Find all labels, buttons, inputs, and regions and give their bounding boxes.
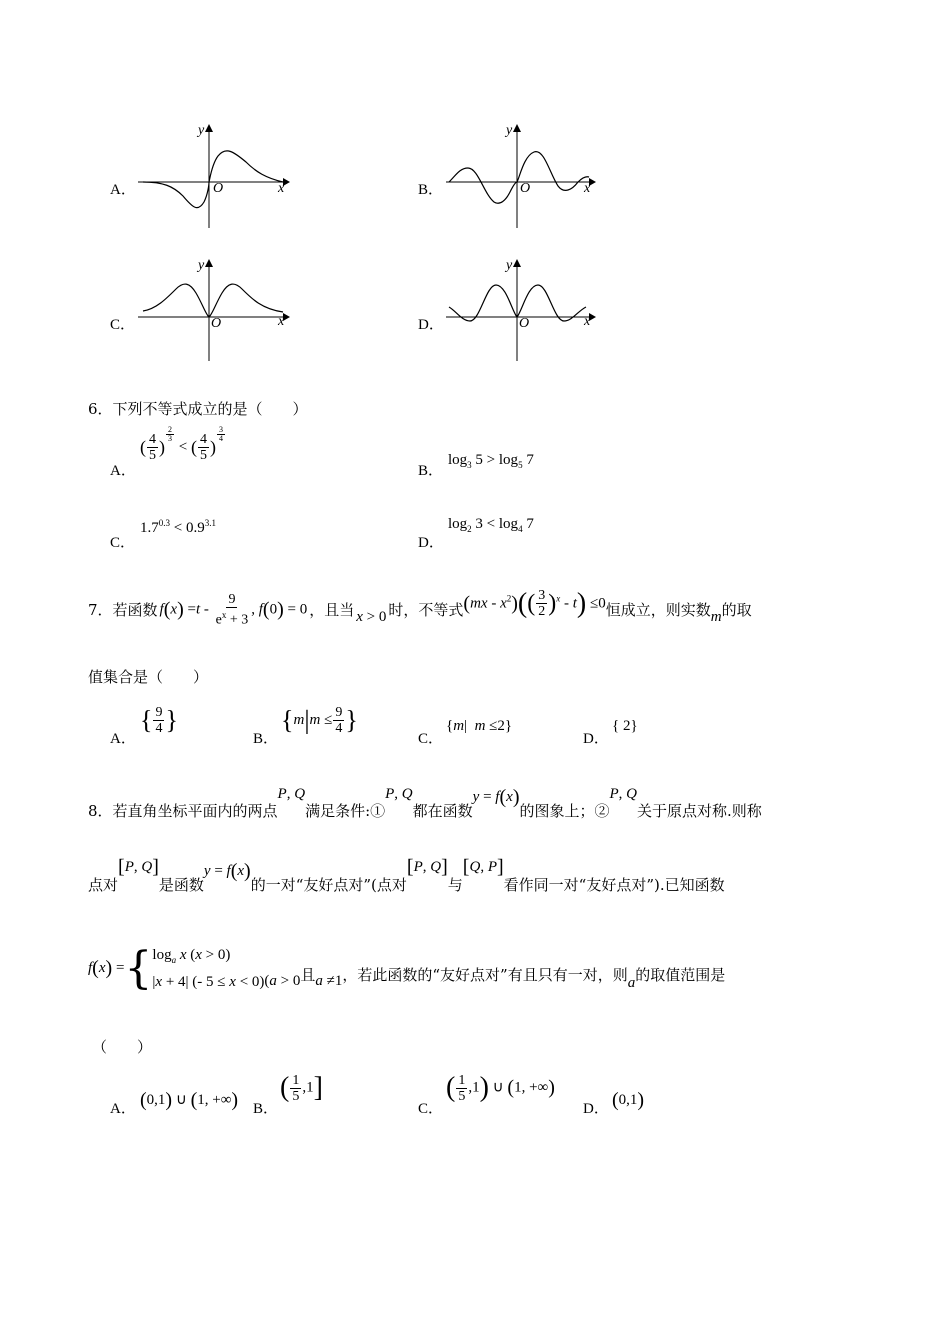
question-6-stem: 6．下列不等式成立的是（ ）	[88, 400, 308, 418]
graph-b	[446, 120, 606, 230]
origin-label: O	[211, 316, 222, 331]
q6-option-c-expr: $1.7^{0.3} < 0.9^{3.1}$	[140, 518, 216, 536]
q8-option-d-label: D．	[583, 1101, 609, 1117]
question-7-stem-cont: 值集合是（ ）	[88, 668, 209, 686]
q7-option-d-expr: { 2}	[612, 718, 638, 734]
q7-option-c-expr: {m| m ≤2}	[446, 718, 513, 734]
q8-option-d-expr: (0,1)	[612, 1089, 645, 1111]
x-axis-label: x	[278, 181, 285, 196]
q7-stem-text-3: 时，不等式	[388, 601, 464, 620]
q8-option-c-label: C．	[418, 1101, 444, 1117]
y-axis-label: y	[506, 123, 513, 138]
q7-option-b-label: B．	[253, 731, 279, 747]
graph-d	[446, 255, 606, 365]
q8-option-a-expr: (0,1) ∪ (1, +∞)	[140, 1089, 239, 1111]
q7-stem-text-5: 的取	[721, 601, 752, 620]
option-d-label: D．	[418, 317, 444, 333]
q8-line1-text-c: 都在函数	[412, 802, 473, 820]
q8-line3-text-b: ，若此函数的“友好点对”有且只有一对，则	[342, 966, 628, 984]
q6-option-d-label: D．	[418, 535, 444, 551]
q7-option-c-label: C．	[418, 731, 444, 747]
q7-option-b-expr: {m|m ≤ $\frac{9}{4}$ }	[281, 705, 358, 736]
q8-line2-text-e: 看作同一对“友好点对”).已知函数	[503, 876, 725, 894]
origin-label: O	[213, 181, 224, 196]
x-axis-label: x	[278, 314, 285, 329]
y-axis-label: y	[198, 123, 205, 138]
q8-line1-text-b: 满足条件:①	[305, 802, 386, 820]
origin-label: O	[519, 316, 530, 331]
q7-option-a-label: A．	[110, 731, 136, 747]
q7-option-d-label: D．	[583, 731, 609, 747]
x-axis-label: x	[584, 181, 591, 196]
q7-option-a-expr: { $\frac{9}{4}$ }	[140, 705, 178, 736]
q8-line1-text-a: 8．若直角坐标平面内的两点	[88, 802, 278, 820]
graph-c	[138, 255, 298, 365]
q7-stem-text-1: 7．若函数	[88, 601, 158, 620]
option-b-label: B．	[418, 182, 444, 198]
option-a-label: A．	[110, 182, 136, 198]
option-c-label: C．	[110, 317, 136, 333]
q8-line2-text-d: 与	[447, 876, 463, 894]
q8-line3-text-a: 且	[300, 966, 316, 984]
q8-line3-text-c: 的取值范围是	[635, 966, 726, 984]
q8-line2-text-b: 是函数	[158, 876, 204, 894]
q6-option-b-expr: $\log_3 5 > \log_5 7$	[448, 452, 534, 470]
q7-stem-text-4: 恒成立，则实数	[605, 601, 711, 620]
q6-option-b-label: B．	[418, 463, 444, 479]
question-8-line-4: （ ）	[92, 1038, 153, 1056]
q8-line1-text-d: 的图象上；②	[519, 802, 610, 820]
q8-line2-text-c: 的一对“友好点对”(点对	[250, 876, 407, 894]
q8-option-a-label: A．	[110, 1101, 136, 1117]
origin-label: O	[520, 181, 531, 196]
y-axis-label: y	[506, 258, 513, 273]
question-8-line-3: f(x) = { $\log_a x$ (x > 0) |x + 4| (- 5 ≤ x < 0) (a > 0 且 a ≠1 ，若此函数的“友好点对”有且只有一对，则 a 的取值范围是	[88, 942, 726, 994]
q8-line1-text-e: 关于原点对称.则称	[637, 802, 762, 820]
q6-option-d-expr: $\log_2 3 < \log_4 7$	[448, 516, 534, 534]
x-axis-label: x	[584, 314, 591, 329]
q8-option-c-expr: ( $\frac{1}{5}$ ,1) ∪ (1, +∞)	[446, 1072, 555, 1104]
q8-line2-text-a: 点对	[88, 876, 119, 894]
graph-a	[138, 120, 298, 230]
q8-option-b-label: B．	[253, 1101, 279, 1117]
y-axis-label: y	[198, 258, 205, 273]
question-8-line-2: 点对 [P, Q] 是函数 y = f(x) 的一对“友好点对”(点对 [P, Q] 与 [Q, P] 看作同一对“友好点对”).已知函数	[88, 856, 725, 894]
q7-stem-text-2: ，且当	[309, 601, 355, 620]
q6-option-a-expr: ( $\frac{4}{5}$ ) $^{\frac{2}{3}}$ < ( $\frac{4}{5}$ ) $^{\frac{3}{4}}$	[140, 425, 223, 463]
question-7-stem: 7．若函数 f(x) =t - $\frac{9}{e^x + 3}$ , f(0) = 0 ，且当 x > 0 时，不等式 $(mx - x^2)$(( $\frac{3}{2}$ )$^x$ - t) ≤0 恒成立，则实数 m 的取	[88, 587, 752, 628]
q6-option-c-label: C．	[110, 535, 136, 551]
q8-option-b-expr: ( $\frac{1}{5}$ ,1]	[280, 1072, 323, 1104]
q6-option-a-label: A．	[110, 463, 136, 479]
question-8-line-1: 8．若直角坐标平面内的两点 P, Q 满足条件:① P, Q 都在函数 y = f(x) 的图象上；② P, Q 关于原点对称.则称	[88, 786, 762, 820]
